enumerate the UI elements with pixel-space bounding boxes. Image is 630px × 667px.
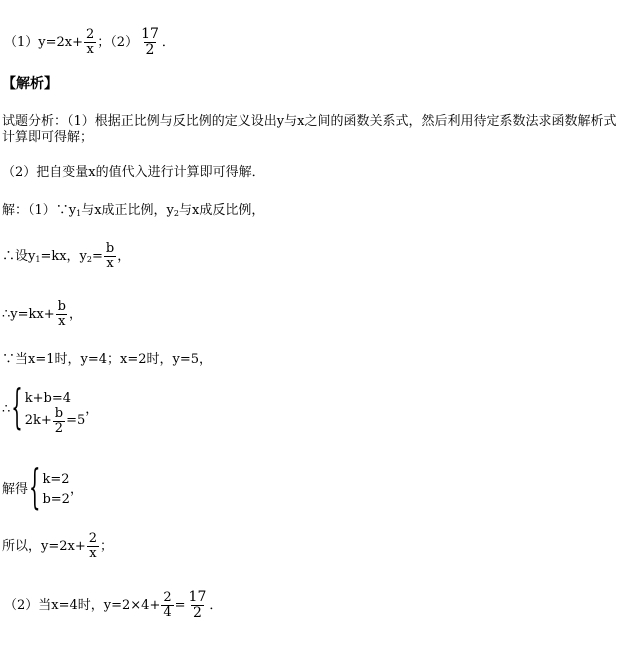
answer-part2-fraction — [139, 27, 161, 58]
solution-step-4: ∵当x=1时，y=4；x=2时，y=5， — [2, 352, 213, 367]
answer-part1-expr: y=2x+ — [38, 34, 84, 50]
analysis-paragraph-1: 试题分析：（1）根据正比例与反比例的定义设出y与x之间的函数关系式，然后利用待定系数法求函数解析式计算即可得解； — [2, 114, 617, 145]
fraction-denominator: 2 — [54, 420, 64, 436]
left-brace-icon: { — [29, 461, 41, 516]
fraction-denominator: 2 — [192, 605, 202, 621]
step-text: ， — [68, 306, 82, 322]
step-fraction — [161, 591, 173, 620]
answer-line — [4, 27, 175, 58]
fraction-numerator: 17 — [188, 589, 207, 605]
system-equation-1: k+b=4 — [24, 391, 71, 406]
step-fraction — [87, 532, 99, 561]
analysis-heading: 【解析】 — [2, 76, 58, 92]
fraction-numerator: b — [54, 405, 64, 421]
system-equation-2: b=2 — [42, 492, 70, 507]
step-text: ； — [100, 538, 114, 554]
step-text: 所以，y=2x+ — [2, 538, 86, 554]
subscript: 1 — [35, 254, 41, 264]
solution-system — [28, 461, 70, 516]
subscript: 2 — [86, 254, 92, 264]
answer-part1-fraction — [84, 28, 96, 57]
step-text: =kx，y — [40, 248, 87, 264]
answer-end: ． — [161, 34, 175, 50]
fraction-numerator: b — [57, 299, 66, 314]
fraction-denominator: 2 — [145, 42, 155, 58]
solution-step-7 — [2, 532, 113, 561]
fraction-denominator: 4 — [163, 605, 172, 620]
step-text: 与x成反比例， — [179, 203, 265, 218]
step-text: ， — [85, 402, 99, 417]
fraction-denominator: x — [86, 42, 94, 57]
step-fraction — [53, 407, 65, 436]
answer-part1-label: （1） — [4, 34, 39, 50]
solution-step-2 — [2, 242, 130, 271]
fraction-numerator: 2 — [86, 27, 95, 42]
step-text: ∴ — [2, 402, 11, 417]
step-text: =5 — [66, 413, 86, 428]
step-text: 解得 — [2, 482, 29, 497]
solution-step-3 — [2, 300, 82, 329]
subscript: 1 — [76, 209, 82, 218]
fraction-numerator: 2 — [163, 590, 172, 605]
step-text: = — [92, 248, 103, 264]
system-equation-1: k=2 — [42, 472, 70, 487]
step-fraction — [56, 300, 68, 329]
fraction-denominator: x — [106, 256, 114, 271]
step-text: 与x成正比例，y — [81, 203, 174, 218]
step-text: ∴设y — [2, 248, 36, 264]
left-brace-icon: { — [11, 381, 23, 436]
equation-system — [10, 381, 86, 436]
step-text: ， — [117, 248, 131, 264]
fraction-denominator: x — [89, 546, 97, 561]
analysis-paragraph-2: （2）把自变量x的值代入进行计算即可得解． — [2, 165, 265, 180]
subscript: 2 — [173, 209, 179, 218]
fraction-numerator: 2 — [88, 531, 98, 546]
answer-separator: ；（2） — [97, 34, 139, 50]
step-text: ． — [209, 597, 223, 613]
step-text: = — [174, 597, 186, 613]
solution-step-5 — [2, 381, 99, 436]
step-fraction — [104, 242, 116, 271]
step-text: ， — [69, 482, 83, 497]
solution-step-6 — [2, 461, 83, 516]
step-text: 解：（1）∵y — [2, 203, 77, 218]
fraction-numerator: b — [105, 241, 115, 256]
fraction-numerator: 17 — [141, 26, 159, 42]
fraction-denominator: x — [58, 314, 66, 329]
step-text: 2k+ — [24, 413, 52, 428]
step-fraction — [187, 590, 209, 621]
solution-step-1 — [2, 203, 264, 219]
step-text: ∴y=kx+ — [2, 306, 55, 322]
system-equation-2 — [24, 405, 86, 436]
solution-step-8 — [4, 590, 222, 621]
step-text: （2）当x=4时，y=2×4+ — [4, 597, 161, 613]
